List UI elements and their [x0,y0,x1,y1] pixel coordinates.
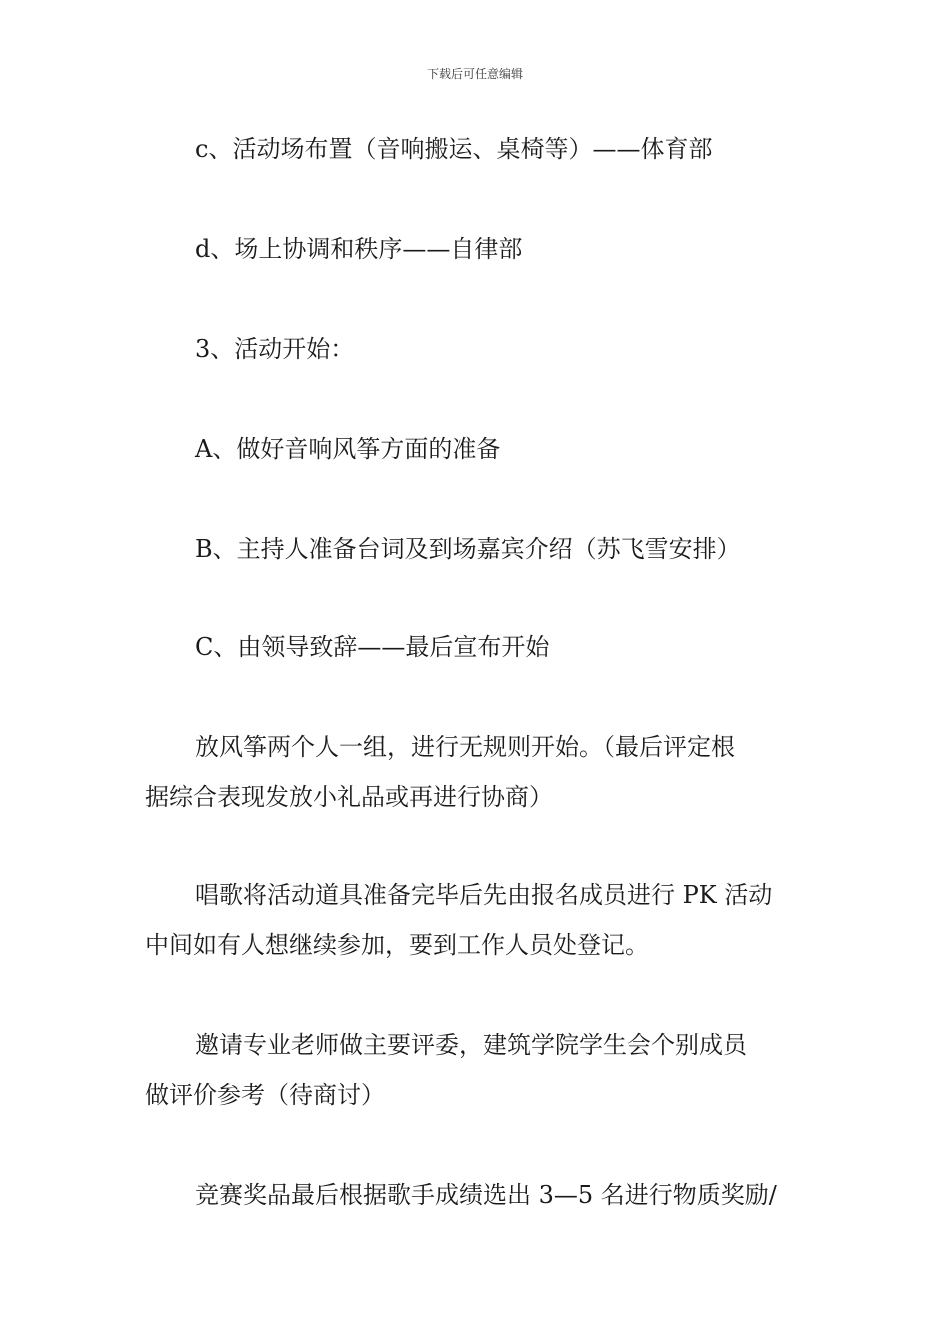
page-header-note: 下载后可任意编辑 [426,67,523,81]
list-item: d、场上协调和秩序——自律部 [195,235,523,263]
paragraph-judges [145,1020,810,1120]
paragraph-line: 放风筝两个人一组，进行无规则开始。（最后评定根 [195,733,735,761]
paragraph-line: 邀请专业老师做主要评委，建筑学院学生会个别成员 [195,1031,747,1059]
paragraph-line: 据综合表现发放小礼品或再进行协商） [145,783,553,811]
paragraph-line: 竞赛奖品最后根据歌手成绩选出 3—5 名进行物质奖励/ [195,1181,777,1209]
paragraph-line: 唱歌将活动道具准备完毕后先由报名成员进行 PK 活动 [195,881,773,909]
paragraph-prizes [145,1170,810,1220]
paragraph-kite [145,722,810,822]
list-item: B、主持人准备台词及到场嘉宾介绍（苏飞雪安排） [195,535,741,563]
paragraph-singing [145,870,810,970]
section-heading: 3、活动开始： [195,335,355,363]
list-item: C、由领导致辞——最后宣布开始 [195,633,550,661]
paragraph-line: 做评价参考（待商讨） [145,1081,385,1109]
list-item: A、做好音响风筝方面的准备 [195,435,501,463]
list-item: c、活动场布置（音响搬运、桌椅等）——体育部 [195,135,713,163]
paragraph-line: 中间如有人想继续参加，要到工作人员处登记。 [145,931,649,959]
